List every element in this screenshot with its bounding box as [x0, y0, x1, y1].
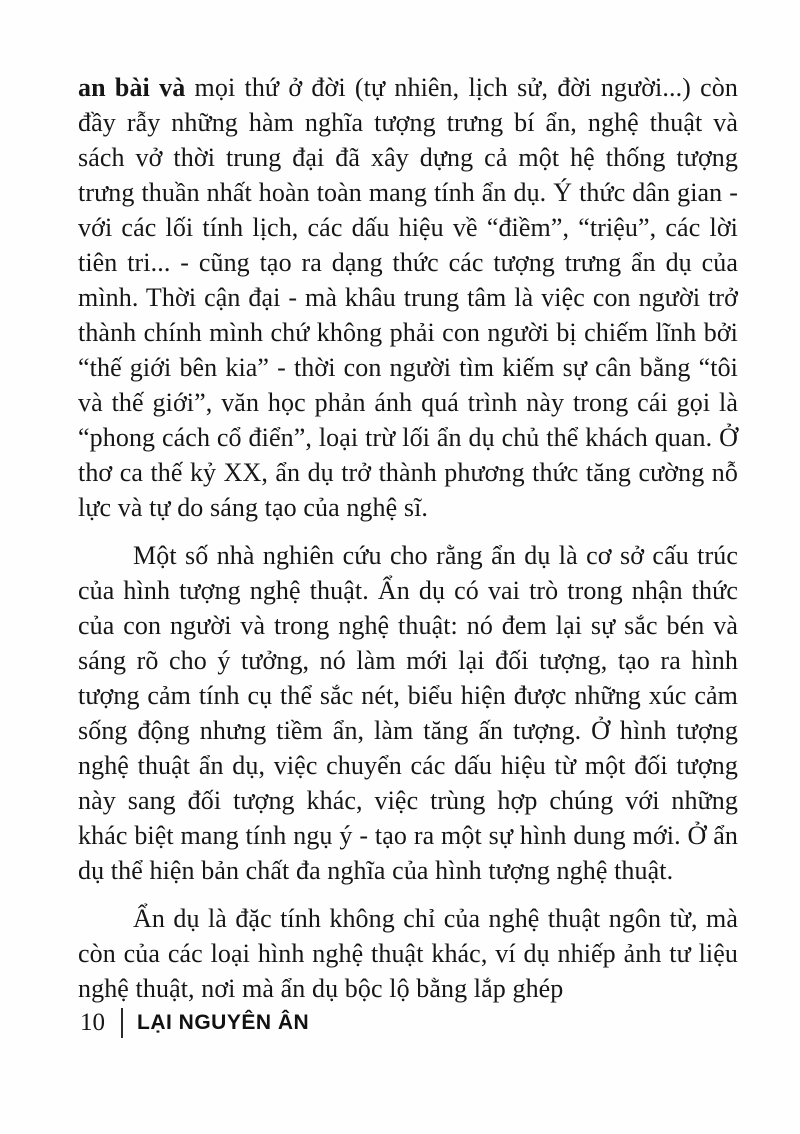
footer-divider [121, 1008, 123, 1038]
paragraph-3: Ẩn dụ là đặc tính không chỉ của nghệ thuật ngôn từ, mà còn của các loại hình nghệ thuật khác, ví dụ nhiếp ảnh tư liệu nghệ thuật, nơi mà ẩn dụ bộc lộ bằng lắp ghép [78, 904, 738, 1003]
running-footer-author: LẠI NGUYÊN ÂN [137, 1011, 310, 1034]
body-text [78, 70, 738, 1019]
paragraph-2: Một số nhà nghiên cứu cho rằng ẩn dụ là cơ sở cấu trúc của hình tượng nghệ thuật. Ẩn dụ có vai trò trong nhận thức của con người và trong nghệ thuật: nó đem lại sự sắc bén và sáng rõ cho ý tưởng, nó làm mới lại đối tượng, tạo ra hình tượng cảm tính cụ thể sắc nét, biểu hiện được những xúc cảm sống động nhưng tiềm ẩn, làm tăng ấn tượng. Ở hình tượng nghệ thuật ẩn dụ, việc chuyển các dấu hiệu từ một đối tượng này sang đối tượng khác, việc trùng hợp chúng với những khác biệt mang tính ngụ ý - tạo ra một sự hình dung mới. Ở ẩn dụ thể hiện bản chất đa nghĩa của hình tượng nghệ thuật. [78, 541, 738, 885]
page-number: 10 [80, 1009, 105, 1036]
page-footer [80, 1008, 309, 1038]
paragraph-1-bold-lead: an bài và [78, 73, 186, 102]
paragraph-1-text: mọi thứ ở đời (tự nhiên, lịch sử, đời người...) còn đầy rẫy những hàm nghĩa tượng trưng bí ẩn, nghệ thuật và sách vở thời trung đại đã xây dựng cả một hệ thống tượng trưng thuần nhất hoàn toàn mang tính ẩn dụ. Ý thức dân gian - với các lối tính lịch, các dấu hiệu về “điềm”, “triệu”, các lời tiên tri... - cũng tạo ra dạng thức các tượng trưng ẩn dụ của mình. Thời cận đại - mà khâu trung tâm là việc con người trở thành chính mình chứ không phải con người bị chiếm lĩnh bởi “thế giới bên kia” - thời con người tìm kiếm sự cân bằng “tôi và thế giới”, văn học phản ánh quá trình này trong cái gọi là “phong cách cổ điển”, loại trừ lối ẩn dụ chủ thể khách quan. Ở thơ ca thế kỷ XX, ẩn dụ trở thành phương thức tăng cường nỗ lực và tự do sáng tạo của nghệ sĩ. [78, 73, 738, 522]
paragraph-1 [78, 70, 738, 525]
